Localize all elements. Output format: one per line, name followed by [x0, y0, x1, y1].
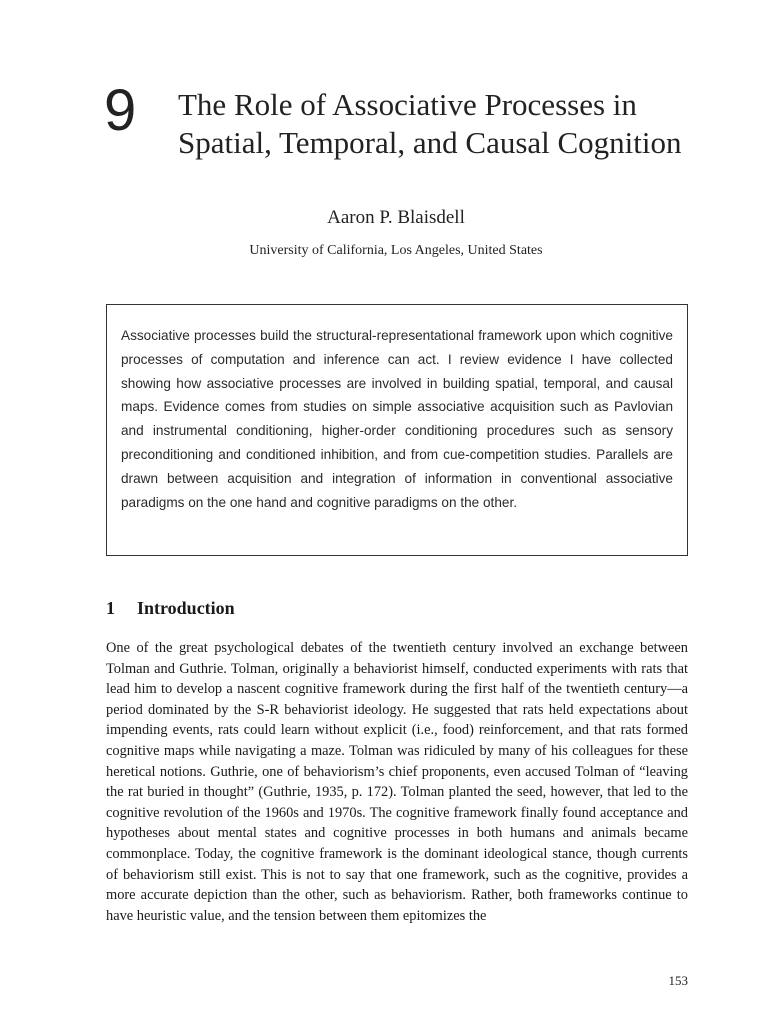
abstract-text: Associative processes build the structural-representational framework upon which cognitive processes of computation and inference can act. I review evidence I have collected showing how associative processes are involved in building spatial, temporal, and causal maps. Evidence comes from studies on simple associative acquisition such as Pavlovian and instrumental conditioning, higher-order conditioning procedures such as sensory preconditioning and conditioned inhibition, and from cue-competition studies. Parallels are drawn between acquisition and integration of information in conventional associative paradigms on the one hand and cognitive paradigms on the other.	[121, 328, 673, 510]
page-number: 153	[668, 973, 688, 988]
abstract-box	[106, 304, 688, 556]
section-number: 1	[106, 598, 115, 618]
section-title: Introduction	[137, 598, 235, 618]
chapter-number: 9	[104, 78, 137, 143]
author-affiliation: University of California, Los Angeles, United States	[249, 243, 543, 258]
author-name: Aaron P. Blaisdell	[327, 207, 465, 228]
body-paragraph: One of the great psychological debates of the twentieth century involved an exchange between Tolman and Guthrie. Tolman, originally a behaviorist himself, conducted experiments with rats that lead him to develop a nascent cognitive framework during the first half of the twentieth century—a period dominated by the S-R behaviorist ideology. He suggested that rats held expectations about impending events, rats could learn without explicit (i.e., food) reinforcement, and that rats formed cognitive maps while navigating a maze. Tolman was ridiculed by many of his colleagues for these heretical notions. Guthrie, one of behaviorism’s chief proponents, even accused Tolman of “leaving the rat buried in thought” (Guthrie, 1935, p. 172). Tolman planted the seed, however, that led to the cognitive revolution of the 1960s and 1970s. The cognitive framework finally found acceptance and hypotheses about mental states and cognitive processes in both humans and animals became commonplace. Today, the cognitive framework is the dominant ideological stance, though currents of behaviorism still exist. This is not to say that one framework, such as the cognitive, provides a more accurate depiction than the other, such as behaviorism. Rather, both frameworks continue to have heuristic value, and the tension between them epitomizes the	[106, 640, 688, 924]
chapter-title: The Role of Associative Processes in Spatial, Temporal, and Causal Cognition	[178, 87, 682, 160]
section-heading	[106, 598, 235, 619]
